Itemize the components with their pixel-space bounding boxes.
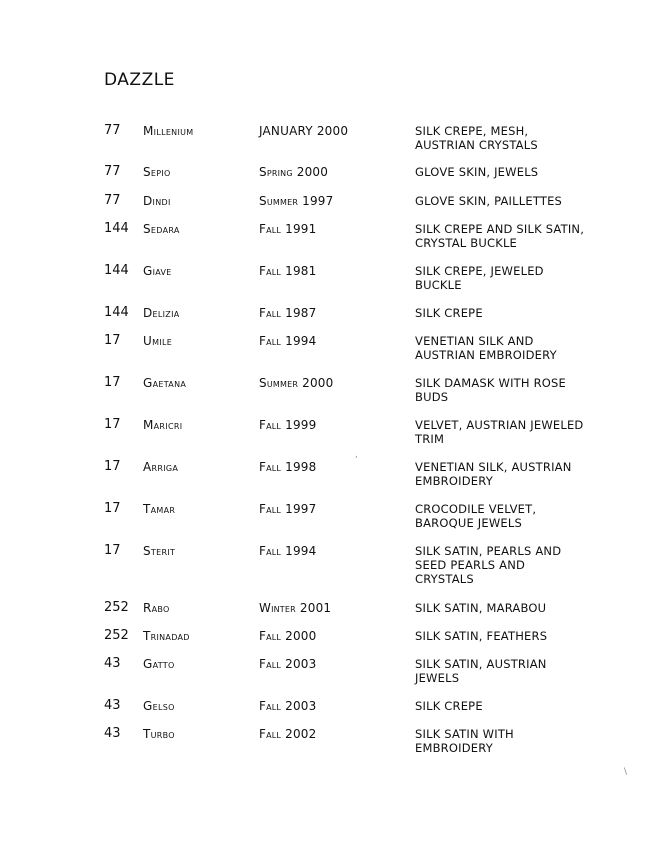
item-number: 144 [104, 263, 129, 278]
item-name: Giave [143, 264, 172, 278]
item-number: 17 [104, 543, 121, 558]
item-number: 43 [104, 698, 121, 713]
item-season: Summer 2000 [259, 376, 334, 390]
item-number: 252 [104, 600, 129, 615]
item-materials: SILK CREPE, MESH, AUSTRIAN CRYSTALS [415, 124, 538, 152]
item-materials: SILK CREPE [415, 699, 483, 713]
item-season: Fall 2000 [259, 629, 317, 643]
item-season: Summer 1997 [259, 194, 334, 208]
item-materials: GLOVE SKIN, PAILLETTES [415, 194, 563, 208]
item-number: 17 [104, 501, 121, 516]
item-season: JANUARY 2000 [259, 124, 349, 138]
item-season: Fall 2003 [259, 657, 317, 671]
item-materials: VENETIAN SILK AND AUSTRIAN EMBROIDERY [415, 334, 557, 362]
item-name: Gaetana [143, 376, 187, 390]
item-number: 43 [104, 726, 121, 741]
item-number: 144 [104, 305, 129, 320]
item-name: Gatto [143, 657, 175, 671]
item-name: Delizia [143, 306, 180, 320]
item-number: 144 [104, 221, 129, 236]
item-season: Fall 1987 [259, 306, 317, 320]
item-number: 43 [104, 656, 121, 671]
item-number: 77 [104, 193, 121, 208]
item-name: Maricri [143, 418, 183, 432]
item-materials: SILK CREPE AND SILK SATIN, CRYSTAL BUCKLE [415, 222, 585, 250]
item-name: Umile [143, 334, 173, 348]
item-materials: SILK SATIN, MARABOU [415, 601, 547, 615]
item-number: 77 [104, 123, 121, 138]
item-materials: SILK SATIN, PEARLS AND SEED PEARLS AND CRYSTALS [415, 544, 562, 586]
scan-speck: ʹ [355, 456, 358, 466]
item-number: 252 [104, 628, 129, 643]
item-materials: GLOVE SKIN, JEWELS [415, 165, 539, 179]
item-season: Fall 2003 [259, 699, 317, 713]
item-name: Arriga [143, 460, 179, 474]
item-season: Fall 1994 [259, 544, 317, 558]
item-name: Rabo [143, 601, 170, 615]
item-name: Sterit [143, 544, 176, 558]
item-number: 77 [104, 164, 121, 179]
page-title: DAZZLE [104, 70, 175, 90]
item-name: Millenium [143, 124, 194, 138]
item-name: Trinadad [143, 629, 190, 643]
item-materials: VENETIAN SILK, AUSTRIAN EMBROIDERY [415, 460, 572, 488]
item-materials: SILK CREPE [415, 306, 483, 320]
item-materials: SILK SATIN, FEATHERS [415, 629, 548, 643]
item-name: Sepio [143, 165, 171, 179]
item-season: Spring 2000 [259, 165, 329, 179]
item-materials: CROCODILE VELVET, BAROQUE JEWELS [415, 502, 537, 530]
item-season: Winter 2001 [259, 601, 332, 615]
item-name: Tamar [143, 502, 176, 516]
item-number: 17 [104, 375, 121, 390]
item-name: Turbo [143, 727, 175, 741]
item-name: Dindi [143, 194, 171, 208]
item-materials: SILK SATIN WITH EMBROIDERY [415, 727, 514, 755]
item-materials: SILK SATIN, AUSTRIAN JEWELS [415, 657, 547, 685]
item-materials: SILK CREPE, JEWELED BUCKLE [415, 264, 544, 292]
item-name: Gelso [143, 699, 175, 713]
item-name: Sedara [143, 222, 180, 236]
item-materials: SILK DAMASK WITH ROSE BUDS [415, 376, 566, 404]
item-materials: VELVET, AUSTRIAN JEWELED TRIM [415, 418, 584, 446]
item-number: 17 [104, 417, 121, 432]
item-number: 17 [104, 333, 121, 348]
item-season: Fall 1994 [259, 334, 317, 348]
item-season: Fall 1998 [259, 460, 317, 474]
item-season: Fall 2002 [259, 727, 317, 741]
item-season: Fall 1981 [259, 264, 317, 278]
item-season: Fall 1999 [259, 418, 317, 432]
item-number: 17 [104, 459, 121, 474]
scan-speck: \ [624, 767, 628, 777]
item-season: Fall 1997 [259, 502, 317, 516]
item-season: Fall 1991 [259, 222, 317, 236]
